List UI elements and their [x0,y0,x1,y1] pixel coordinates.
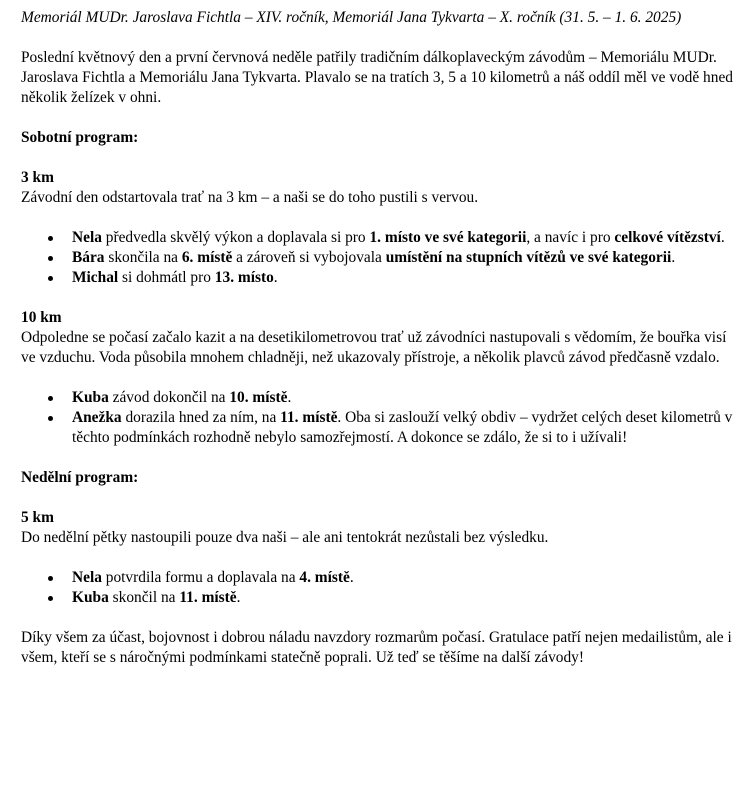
list-item: Michal si dohmátl pro 13. místo. [72,268,736,288]
list-item: Nela potvrdila formu a doplavala na 4. místě. [72,568,736,588]
intro-paragraph: Poslední květnový den a první červnová neděle patřily tradičním dálkoplaveckým závodům – Memoriálu MUDr. Jaroslava Fichtla a Memoriálu Jana Tykvarta. Plavalo se na tratích 3, 5 a 10 kilometrů a náš oddíl měl ve vodě hned několik želízek v ohni. [21,49,733,106]
list-item: Kuba skončil na 11. místě. [72,588,736,608]
race-5km-heading: 5 km [21,509,54,526]
closing-paragraph: Díky všem za účast, bojovnost i dobrou náladu navzdory rozmarům počasí. Gratulace patří nejen medailistům, ale i všem, kteří se s náročnými podmínkami statečně poprali. Už teď se těšíme na další závody! [21,629,732,666]
saturday-heading: Sobotní program: [21,129,139,146]
race-5km-text: Do nedělní pětky nastoupili pouze dva naši – ale ani tentokrát nezůstali bez výsledku. [21,529,549,546]
list-item: Bára skončila na 6. místě a zároveň si vybojovala umístění na stupních vítězů ve své kategorii. [72,248,736,268]
race-10km-text: Odpoledne se počasí začalo kazit a na desetikilometrovou trať už závodníci nastupovali s vědomím, že bouřka visí ve vzduchu. Voda působila mnohem chladněji, než ukazovaly přístroje, a několik plavců závod předčasně vzdalo. [21,329,727,366]
list-item: Anežka dorazila hned za ním, na 11. místě. Oba si zaslouží velký obdiv – vydržet celých deset kilometrů v těchto podmínkách rozhodně nebylo samozřejmostí. A dokonce se zdálo, že si to i užívali! [72,408,736,448]
race-5km-results [21,568,736,608]
list-item: Nela předvedla skvělý výkon a doplavala si pro 1. místo ve své kategorii, a navíc i pro celkové vítězství. [72,228,736,248]
race-10km-heading: 10 km [21,309,62,326]
race-3km-heading: 3 km [21,169,54,186]
race-10km-results [21,388,736,448]
race-3km-results [21,228,736,288]
page-title: Memoriál MUDr. Jaroslava Fichtla – XIV. ročník, Memoriál Jana Tykvarta – X. ročník (31. 5. – 1. 6. 2025) [21,9,682,26]
race-3km-text: Závodní den odstartovala trať na 3 km – a naši se do toho pustili s vervou. [21,189,479,206]
list-item: Kuba závod dokončil na 10. místě. [72,388,736,408]
sunday-heading: Nedělní program: [21,469,139,486]
